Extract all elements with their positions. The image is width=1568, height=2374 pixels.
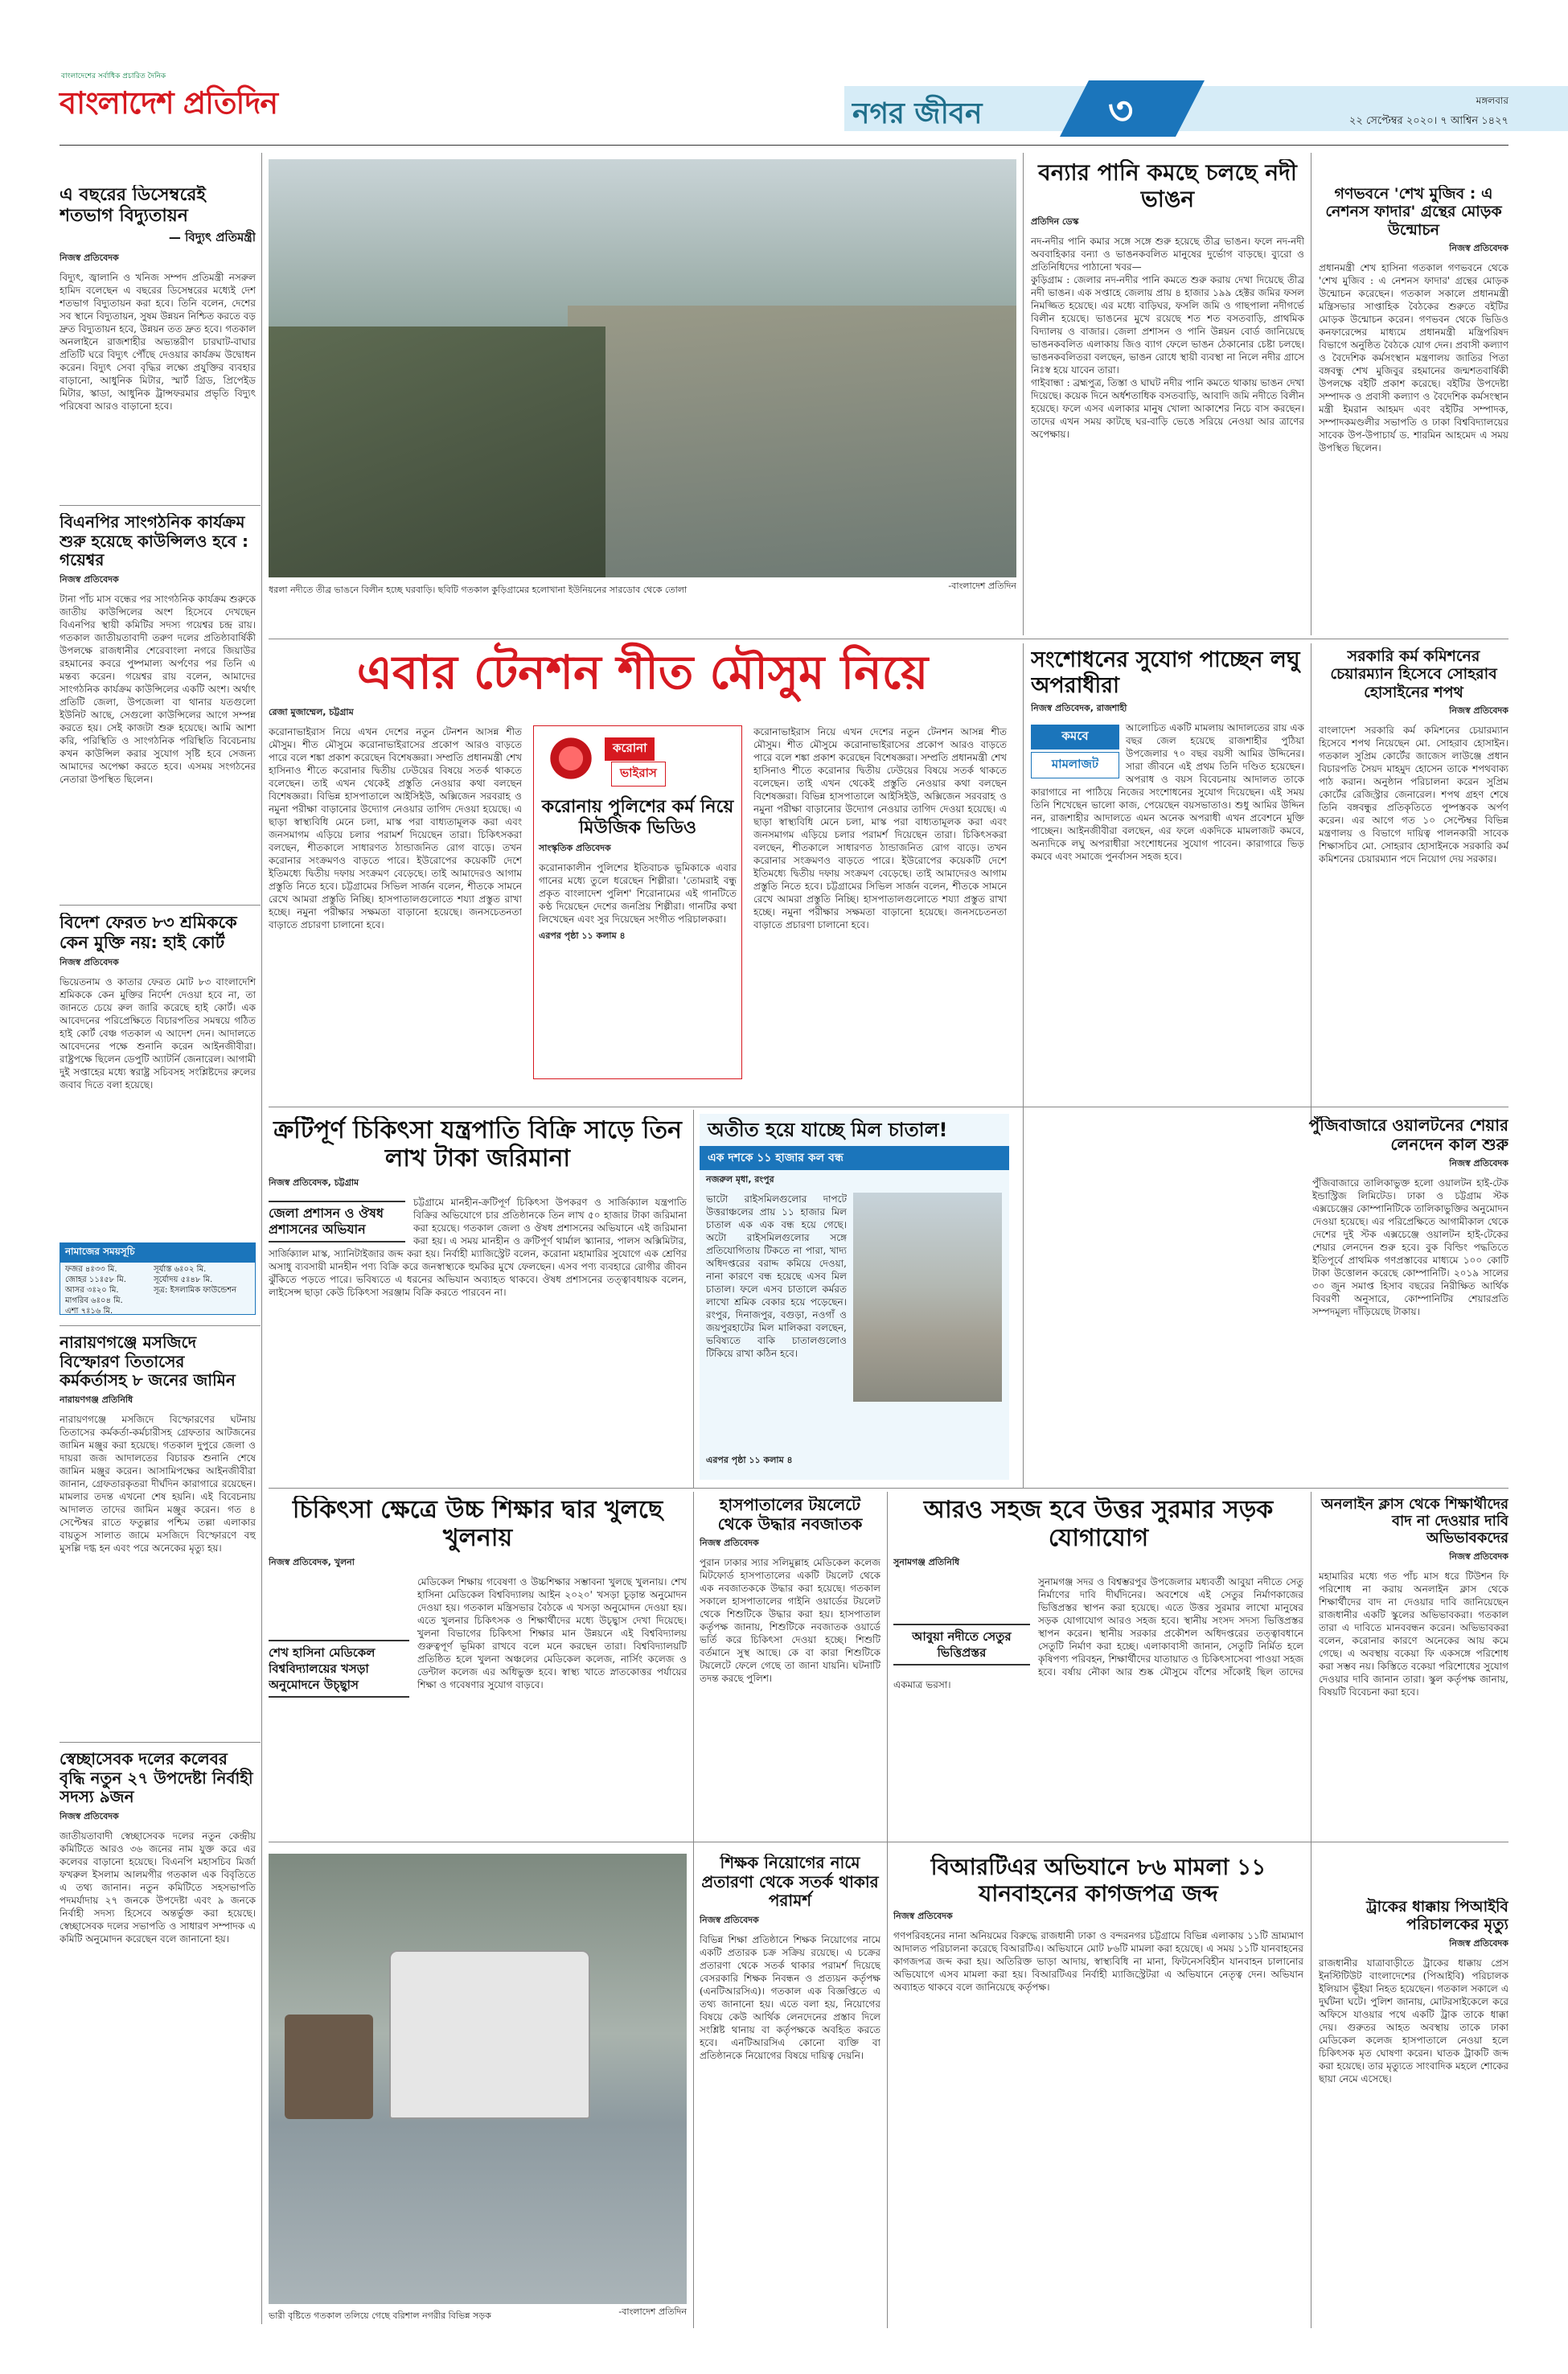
article-body: প্রধানমন্ত্রী শেখ হাসিনা গতকাল গণভবনে থেকে 'শেখ মুজিব : এ নেশনস ফাদার' গ্রন্থের মোড়ক উন্মোচন করেছেন। গতকাল সকালে প্রধানমন্ত্রী মন্ত্রিসভার সাপ্তাহিক বৈঠকের শুরুতে বইটির মোড়ক উন্মোচন করেন। গণভবন থেকে ভিডিও কনফারেন্সের মাধ্যমে প্রধানমন্ত্রী মন্ত্রিপরিষদ বিভাগে অনুষ্ঠিত বৈঠকে যোগ দেন। প্রবাসী কল্যাণ ও বৈদেশিক কর্মসংস্থান মন্ত্রণালয় জাতির পিতা বঙ্গবন্ধু শেখ মুজিবুর রহমানের জন্মশতবার্ষিকী উপলক্ষে বইটি প্রকাশ করেছে। বইটির উপদেষ্টা সম্পাদক ও প্রবাসী কল্যাণ ও বৈদেশিক কর্মসংস্থান মন্ত্রী ইমরান আহমদ এবং বইটির সম্পাদক, সম্পাদকমণ্ডলীর সভাপতি ও ঢাকা বিশ্ববিদ্যালয়ের সাবেক উপ-উপাচার্য ড. শারমিন আহমেদ এ সময় উপস্থিত ছিলেন। — [1319, 262, 1508, 454]
strapline: এক দশকে ১১ হাজার কল বন্ধ — [700, 1146, 1009, 1170]
byline: নিজস্ব প্রতিবেদক — [700, 1914, 759, 1925]
article-body: টানা পাঁচ মাস বন্ধের পর সাংগঠনিক কার্যক্রম শুরুকে জাতীয় কাউন্সিলের অংশ হিসেবে দেখছেন বিএনপির স্থায়ী কমিটির সদস্য গয়েশ্বর চন্দ্র রায়। গতকাল জাতীয়তাবাদী তরুণ দলের প্রতিষ্ঠাবার্ষিকী উপলক্ষে রাজধানীর শেরেবাংলা নগরে জিয়াউর রহমানের কবরে পুষ্পমাল্য অর্পণের পর তিনি এ মন্তব্য করেন। গয়েশ্বর রায় বলেন, আমাদের সাংগঠনিক কার্যক্রম কাউন্সিলের একটি অংশ। অর্থাৎ প্রতিটি জেলা, উপজেলা বা থানার যতগুলো ইউনিট আছে, সেগুলো কাউন্সিলের আগে সম্পন্ন করতে হয়। সেই কাজটা শুরু হয়েছে। আমি আশা করি, পরিস্থিতি ও সাংগঠনিক পরিস্থিতি বিবেচনায় কখন কাউন্সিল করার সুযোগ সৃষ্টি হবে সেজন্য আমাদের অপেক্ষা করতে হবে। এসময় সংগঠনের নেতারা উপস্থিত ছিলেন। — [60, 593, 256, 785]
byline: নিজস্ব প্রতিবেদক — [700, 1538, 759, 1549]
article-pcs-chair — [1319, 647, 1508, 1098]
subhead: আবুয়া নদীতে সেতুর ভিত্তিপ্রস্তর — [893, 1624, 1030, 1665]
byline: নিজস্ব প্রতিবেদক, চট্টগ্রাম — [269, 1177, 359, 1188]
jeep-shape — [389, 1950, 590, 2119]
headline[interactable]: শিক্ষক নিয়োগের নামে প্রতারণা থেকে সতর্ক থাকার পরামর্শ — [701, 1854, 879, 1911]
column-rule — [261, 153, 262, 2324]
byline: নিজস্ব প্রতিবেদক — [60, 252, 119, 263]
article-migrant-workers — [60, 913, 256, 1242]
column-rule — [887, 1846, 888, 2328]
headline[interactable]: গণভবনে 'শেখ মুজিব : এ নেশনস ফাদার' গ্রন্থের মোড়ক উন্মোচন — [1325, 185, 1502, 239]
photo-caption: ভারী বৃষ্টিতে গতকাল তলিয়ে গেছে বরিশাল নগরীর বিভিন্ন সড়ক — [269, 2310, 491, 2321]
headline[interactable]: ট্রাকের ধাক্কায় পিআইবি পরিচালকের মৃত্যু — [1366, 1898, 1508, 1934]
section-name: নগর জীবন — [852, 97, 983, 130]
divider — [60, 1325, 261, 1326]
column-rule — [1023, 643, 1024, 1126]
masthead-tagline: বাংলাদেশের সর্বাধিক প্রচারিত দৈনিক — [61, 72, 166, 80]
headline[interactable]: আরও সহজ হবে উত্তর সুরমার সড়ক যোগাযোগ — [923, 1496, 1274, 1553]
article-pib-director — [1319, 1898, 1508, 2324]
byline: রেজা মুজাম্মেল, চট্টগ্রাম — [269, 707, 354, 717]
article-newborn — [700, 1496, 880, 1834]
newspaper-logo[interactable]: বাংলাদেশ প্রতিদিন — [60, 85, 278, 121]
prayer-row: আসর ৩ঃ২০ মি. — [65, 1286, 119, 1295]
masthead — [0, 0, 1568, 149]
article-body: নদ-নদীর পানি কমার সঙ্গে সঙ্গে শুরু হয়েছে তীব্র ভাঙন। ফলে নদ-নদী অববাহিকার বন্যা ও ভাঙনকবলিত মানুষের দুর্ভোগ বাড়ছে। ব্যুরো ও প্রতিনিধিদের পাঠানো খবর— কুড়িগ্রাম : জেলার নদ-নদীর পানি কমতে শুরু করায় দেখা দিয়েছে তীব্র নদী ভাঙন। এক সপ্তাহে জেলায় প্রায় ৪ হাজার ১৯৯ হেক্টর জমির ফসল নিমজ্জিত হয়েছে। এর মধ্যে বাড়িঘর, ফসলি জমি ও গাছপালা নদীগর্ভে বিলীন হয়েছে। ভাঙনের মুখে রয়েছে শত শত বসতবাড়ি, প্রাথমিক বিদ্যালয় ও বাজার। জেলা প্রশাসন ও পানি উন্নয়ন বোর্ড জানিয়েছে ভাঙনকবলিত এলাকায় জিও ব্যাগ ফেলে ভাঙন ঠেকানোর চেষ্টা চলছে। ভাঙনকবলিতরা বলছেন, ভাঙন রোধে স্থায়ী ব্যবস্থা না নিলে নদীর গ্রাসে নিঃস্ব হয়ে যাবেন তারা। গাইবান্ধা : ব্রহ্মপুত্র, তিস্তা ও ঘাঘট নদীর পানি কমতে থাকায় ভাঙন দেখা দিয়েছে। কয়েক দিনে অর্ধশতাধিক বসতবাড়ি, আবাদি জমি নদীতে বিলীন হয়েছে। ফলে এসব এলাকার মানুষ খোলা আকাশের নিচে বাস করছেন। তাদের এখন সময় কাটছে ঘর-বাড়ি ভেঙে সরিয়ে নেওয়া আর ত্রাণের অপেক্ষায়। — [1031, 236, 1304, 441]
article-teacher-fraud — [700, 1854, 880, 2324]
prayer-times-box — [60, 1242, 256, 1315]
photo-rice-mill[interactable] — [853, 1193, 1002, 1402]
article-body: মহামারির মধ্যে গত পাঁচ মাস ধরে টিউশন ফি পরিশোধ না করায় অনলাইন ক্লাস থেকে শিক্ষার্থীদের বাদ না দেওয়ার দাবি জানিয়েছেন রাজধানীর একটি স্কুলের অভিভাবকরা। গতকাল তারা এ দাবিতে মানববন্ধন করেন। অভিভাবকরা বলেন, করোনার কারণে অনেকের আয় কমে গেছে। এ অবস্থায় বকেয়া ফি একসঙ্গে পরিশোধ করা সম্ভব নয়। কিস্তিতে বকেয়া পরিশোধের সুযোগ দেওয়ার দাবি জানান তারা। স্কুল কর্তৃপক্ষ জানায়, বিষয়টি বিবেচনা করা হবে। — [1319, 1570, 1508, 1698]
prayer-row: ফজর ৪ঃ৩৩ মি. — [65, 1265, 117, 1274]
virus-icon — [547, 734, 595, 782]
article-body: চট্টগ্রামে মানহীন-ক্রটিপূর্ণ চিকিৎসা উপকরণ ও সার্জিক্যাল যন্ত্রপাতি বিক্রির অভিযোগে চার প্রতিষ্ঠানকে তিন লাখ ৫০ হাজার টাকা জরিমানা করা হয়েছে। গতকাল জেলা ও ঔষধ প্রশাসনের অভিযানে এই জরিমানা করা হয়। এ সময় মানহীন ও ক্রটিপূর্ণ থার্মাল স্ক্যানার, পালস অক্সিমিটার, সার্জিক্যাল মাস্ক, স্যানিটাইজার জব্দ করা হয়। নির্বাহী ম্যাজিস্ট্রেট বলেন, করোনা মহামারির সুযোগে এক শ্রেণির অসাধু ব্যবসায়ী মানহীন পণ্য বিক্রি করে জনস্বাস্থ্যকে হুমকির মুখে ফেলছেন। এসব পণ্য ব্যবহারে রোগীর জীবন ঝুঁকিতে পড়তে পারে। ভবিষ্যতে এ ধরনের অভিযান অব্যাহত থাকবে। ঔষধ প্রশাসনের তত্ত্বাবধায়ক বলেন, লাইসেন্স ছাড়া কেউ চিকিৎসা সরঞ্জাম বিক্রি করতে পারবেন না। — [269, 1196, 687, 1298]
column-rule — [693, 1846, 694, 2328]
headline[interactable]: চিকিৎসা ক্ষেত্রে উচ্চ শিক্ষার দ্বার খুলছে খুলনায় — [292, 1496, 663, 1553]
article-body: বিভিন্ন শিক্ষা প্রতিষ্ঠানে শিক্ষক নিয়োগের নামে একটি প্রতারক চক্র সক্রিয় রয়েছে। এ চক্রের প্রতারণা থেকে সতর্ক থাকার পরামর্শ দিয়েছে বেসরকারি শিক্ষক নিবন্ধন ও প্রত্যয়ন কর্তৃপক্ষ (এনটিআরসিএ)। গতকাল এক বিজ্ঞপ্তিতে এ তথ্য জানানো হয়। এতে বলা হয়, নিয়োগের বিষয়ে কেউ আর্থিক লেনদেনের প্রস্তাব দিলে সংশ্লিষ্ট থানায় বা কর্তৃপক্ষকে অবহিত করতে হবে। এনটিআরসিএ কোনো ব্যক্তি বা প্রতিষ্ঠানকে নিয়োগের বিষয়ে দায়িত্ব দেয়নি। — [700, 1933, 880, 2061]
divider — [60, 1742, 261, 1743]
article-body: সুনামগঞ্জ সদর ও বিশ্বম্ভরপুর উপজেলার মধ্যবর্তী আবুয়া নদীতে সেতু নির্মাণের দাবি দীর্ঘদিনের। অবশেষে এই সেতুর নির্মাণকাজের ভিত্তিপ্রস্তর স্থাপন করা হয়েছে। এতে উত্তর সুরমার লাখো মানুষের সড়ক যোগাযোগ আরও সহজ হবে। স্থানীয় সংসদ সদস্য ভিত্তিপ্রস্তর স্থাপন করেন। স্থানীয় সরকার প্রকৌশল অধিদপ্তরের তত্ত্বাবধানে সেতুটি নির্মাণ করা হচ্ছে। এলাকাবাসী জানান, সেতুটি নির্মিত হলে কৃষিপণ্য পরিবহন, শিক্ষার্থীদের যাতায়াত ও চিকিৎসাসেবা পাওয়া সহজ হবে। বর্ষায় নৌকা আর শুষ্ক মৌসুমে বাঁশের সাঁকোই ছিল তাদের একমাত্র ভরসা। — [893, 1575, 1303, 1690]
photo-river-erosion[interactable] — [269, 159, 1016, 577]
byline: প্রতিদিন ডেস্ক — [1031, 216, 1079, 228]
headline[interactable]: পুঁজিবাজারে ওয়ালটনের শেয়ার লেনদেন কাল শুরু — [1308, 1116, 1508, 1154]
article-surma-bridge — [893, 1496, 1303, 1834]
byline: নিজস্ব প্রতিবেদক — [1449, 705, 1508, 717]
headline[interactable]: এ বছরের ডিসেম্বরেই শতভাগ বিদ্যুতায়ন — [60, 185, 206, 226]
article-medical-university — [269, 1496, 687, 1834]
divider — [60, 905, 261, 906]
column-rule — [693, 1492, 694, 1846]
article-body: পুরান ঢাকার স্যার সলিমুল্লাহ মেডিকেল কলেজ মিটফোর্ড হাসপাতালের একটি টয়লেট থেকে এক নবজাতককে উদ্ধার করা হয়েছে। গতকাল সকালে হাসপাতালের গাইনি ওয়ার্ডের টয়লেট থেকে শিশুটিকে উদ্ধার করা হয়। হাসপাতাল কর্তৃপক্ষ জানায়, শিশুটিকে নবজাতক ওয়ার্ডে ভর্তি করে চিকিৎসা দেওয়া হচ্ছে। শিশুটি বর্তমানে সুস্থ আছে। কে বা কারা শিশুটিকে টয়লেটে ফেলে গেছে তা জানা যায়নি। ঘটনাটি তদন্ত করছে পুলিশ। — [700, 1557, 880, 1685]
article-body: রাজধানীর যাত্রাবাড়ীতে ট্রাকের ধাক্কায় প্রেস ইনস্টিটিউট বাংলাদেশের (পিআইবি) পরিচালক ইলিয়াস ভূঁইয়া নিহত হয়েছেন। গতকাল সকালে এ দুর্ঘটনা ঘটে। পুলিশ জানায়, মোটরসাইকেলে করে অফিসে যাওয়ার পথে একটি ট্রাক তাকে ধাক্কা দেয়। গুরুতর আহত অবস্থায় তাকে ঢাকা মেডিকেল কলেজ হাসপাতালে নেওয়া হলে চিকিৎসক মৃত ঘোষণা করেন। ঘাতক ট্রাকটি জব্দ করা হয়েছে। তার মৃত্যুতে সাংবাদিক মহলে শোকের ছায়া নেমে এসেছে। — [1319, 1957, 1508, 2084]
article-body: গণপরিবহনের নানা অনিয়মের বিরুদ্ধে রাজধানী ঢাকা ও বন্দরনগর চট্টগ্রামে বিভিন্ন এলাকায় ১১টি ভ্রাম্যমাণ আদালত পরিচালনা করেছে বিআরটিএ। অভিযানে মোট ৮৬টি মামলা করা হয়েছে। এ সময় ১১টি যানবাহনের কাগজপত্র জব্দ করা হয়। অতিরিক্ত ভাড়া আদায়, স্বাস্থ্যবিধি না মানা, ফিটনেসবিহীন যানবাহন চালানোর অভিযোগে এসব মামলা করা হয়। বিআরটিএর নির্বাহী ম্যাজিস্ট্রেটরা এ অভিযানে নেতৃত্ব দেন। অভিযান অব্যাহত থাকবে বলে জানিয়েছে কর্তৃপক্ষ। — [893, 1930, 1303, 1994]
article-mosque-blast — [60, 1333, 256, 1735]
tag-corona: করোনা — [605, 737, 655, 761]
prayer-times-title: নামাজের সময়সূচি — [60, 1243, 255, 1263]
byline: নিজস্ব প্রতিবেদক, রাজশাহী — [1031, 702, 1127, 713]
photo-caption: ধরলা নদীতে তীব্র ভাঙনে বিলীন হচ্ছে ঘরবাড়ি। ছবিটি গতকাল কুড়িগ্রামের হলোখানা ইউনিয়নের সারডোব থেকে তোলা — [269, 585, 688, 595]
column-rule — [1023, 153, 1024, 635]
byline: সুনামগঞ্জ প্রতিনিধি — [893, 1556, 960, 1567]
headline[interactable]: অতীত হয়ে যাচ্ছে মিল চাতাল! — [708, 1119, 948, 1141]
headline[interactable]: হাসপাতালের টয়লেটে থেকে উদ্ধার নবজাতক — [717, 1496, 863, 1534]
headline[interactable]: ক্রটিপূর্ণ চিকিৎসা যন্ত্রপাতি বিক্রি সাড়ে তিন লাখ টাকা জরিমানা — [273, 1116, 682, 1173]
headline[interactable]: সংশোধনের সুযোগ পাচ্ছেন লঘু অপরাধীরা — [1031, 647, 1300, 698]
column-rule — [1023, 1110, 1024, 1488]
byline: নিজস্ব প্রতিবেদক — [60, 956, 119, 967]
issue-date: ২২ সেপ্টেম্বর ২০২০। ৭ আশ্বিন ১৪২৭ — [1348, 115, 1508, 127]
article-book-launch — [1319, 185, 1508, 635]
article-body: ভিয়েতনাম ও কাতার ফেরত মোট ৮৩ বাংলাদেশি শ্রমিককে কেন মুক্তির নির্দেশ দেওয়া হবে না, তা জানতে চেয়ে রুল জারি করেছে হাই কোর্ট। এক আবেদনের পরিপ্রেক্ষিতে বিচারপতির সমন্বয়ে গঠিত হাই কোর্ট বেঞ্চ গতকাল এ আদেশ দেন। আদালতে আবেদনের পক্ষে শুনানি করেন আইনজীবীরা। রাষ্ট্রপক্ষে ছিলেন ডেপুটি অ্যাটর্নি জেনারেল। আগামী দুই সপ্তাহের মধ্যে স্বরাষ্ট্র সচিবসহ সংশ্লিষ্টদের রুলের জবাব দিতে বলা হয়েছে। — [60, 975, 256, 1090]
weekday: মঙ্গলবার — [1476, 95, 1508, 106]
box-headline[interactable]: করোনায় পুলিশের কর্ম নিয়ে মিউজিক ভিডিও — [541, 797, 734, 838]
prayer-row: এশা ৭ঃ১৬ মি. — [65, 1307, 113, 1315]
byline: নিজস্ব প্রতিবেদক — [893, 1911, 953, 1922]
article-brta — [893, 1854, 1303, 2324]
headline[interactable]: নারায়ণগঞ্জে মসজিদে বিস্ফোরণ তিতাসের কর্মকর্তাসহ ৮ জনের জামিন — [60, 1333, 236, 1390]
byline: নিজস্ব প্রতিবেদক — [1449, 1937, 1508, 1949]
page-number: ৩ — [1108, 88, 1134, 133]
continuation: এরপর পৃষ্ঠা ১১ কলাম ৪ — [706, 1455, 793, 1466]
byline: নিজস্ব প্রতিবেদক, খুলনা — [269, 1556, 355, 1567]
headline[interactable]: বিদেশ ফেরত ৮৩ শ্রমিককে কেন মুক্তি নয়: হাই কোর্ট — [60, 913, 237, 952]
article-volunteer-party — [60, 1750, 256, 2305]
masthead-rule — [60, 145, 1508, 146]
photo2-caption-row — [269, 2306, 687, 2323]
article-flood — [1031, 159, 1304, 634]
covid-box — [533, 725, 742, 1079]
headline[interactable]: সরকারি কর্ম কমিশনের চেয়ারম্যান হিসেবে সোহরাব হোসাইনের শপথ — [1330, 647, 1497, 701]
article-faulty-equipment — [269, 1116, 687, 1478]
continuation: এরপর পৃষ্ঠা ১১ কলাম ৪ — [539, 930, 626, 941]
article-rice-mills — [700, 1114, 1009, 1480]
article-body: বিদ্যুৎ, জ্বালানি ও খনিজ সম্পদ প্রতিমন্ত্রী নসরুল হামিদ বলেছেন এ বছরের ডিসেম্বরের মধ্যেই দেশ শতভাগ বিদ্যুতায়ন করা হবে। তিনি বলেন, দেশের সব স্থানে বিদ্যুতায়ন, সুষম উন্নয়ন নিশ্চিত করতে বড় দ্রুত বিদ্যুতায়ন হবে, উন্নয়ন তত দ্রুত হবে। গতকাল অনলাইনে রাজশাহীর অভ্যন্তরীণ চারঘাট-বাঘার প্রতিটি ঘরে বিদ্যুৎ পৌঁছে দেওয়ার কার্যক্রম উদ্বোধন করেন। বিদ্যুৎ সেবা বৃদ্ধির লক্ষ্যে প্রযুক্তির ব্যবহার বাড়ানো, আধুনিক মিটার, স্মার্ট গ্রিড, প্রিপেইড মিটার, স্কাডা, আধুনিক ট্রান্সফরমার প্রভৃতি বিদ্যুৎ পরিষেবা আরও বাড়ানো হবে। — [60, 271, 256, 412]
headline[interactable]: অনলাইন ক্লাস থেকে শিক্ষার্থীদের বাদ না দেওয়ার দাবি অভিভাবকদের — [1321, 1496, 1508, 1547]
article-body: পুঁজিবাজারে তালিকাভুক্ত হলো ওয়ালটন হাই-টেক ইন্ডাস্ট্রিজ লিমিটেড। ঢাকা ও চট্টগ্রাম স্টক এক্সচেঞ্জের কোম্পানিটিকে তালিকাভুক্তির অনুমোদন দেওয়া হয়েছে। এর পরিপ্রেক্ষিতে আগামীকাল থেকে দেশের দুই স্টক এক্সচেঞ্জে ওয়ালটন হাই-টেকের শেয়ার লেনদেন শুরু হবে। বুক বিল্ডিং পদ্ধতিতে ইতিপূর্বে প্রাথমিক গণপ্রস্তাবের মাধ্যমে ১০০ কোটি টাকা উত্তোলন করেছে কোম্পানিটি। ২০১৯ সালের ৩০ জুন সমাপ্ত হিসাব বছরের নিরীক্ষিত আর্থিক বিবরণী অনুসারে, কোম্পানিটির শেয়ারপ্রতি সম্পদমূল্য দাঁড়িয়েছে টাকায়। — [1312, 1177, 1508, 1318]
article-online-class — [1319, 1496, 1508, 1834]
headline-sub: — বিদ্যুৎ প্রতিমন্ত্রী — [168, 229, 256, 244]
divider — [60, 505, 261, 506]
subhead: শেখ হাসিনা মেডিকেল বিশ্ববিদ্যালয়ের খসড়া অনুমোদনে উচ্ছ্বাস — [269, 1640, 409, 1698]
article-body: ভাটো রাইসমিলগুলোর দাপটে উত্তরাঞ্চলের প্রায় ১১ হাজার মিল চাতাল এক এক বন্ধ হয়ে গেছে। অটো রাইসমিলগুলোর সঙ্গে প্রতিযোগিতায় টিকতে না পারা, খাদ্য অধিদপ্তরের বরাদ্দ কমিয়ে দেওয়া, নানা কারণে বন্ধ হয়েছে এসব মিল চাতাল। ফলে এসব চাতালে কর্মরত লাখো শ্রমিক বেকার হয়ে পড়েছেন। রংপুর, দিনাজপুর, বগুড়া, নওগাঁ ও জয়পুরহাটের মিল মালিকরা বলছেন, ভবিষ্যতে বাকি চাতালগুলোও টিকিয়ে রাখা কঠিন হবে। — [706, 1193, 847, 1360]
photo-caption-row — [269, 581, 1016, 597]
box-body: করোনাকালীন পুলিশের ইতিবাচক ভূমিকাকে এবার গানের মধ্যে তুলে ধরেছেন শিল্পীরা। 'তোমরাই বন্ধু প্রকৃত বাংলাদেশ পুলিশ' শিরোনামের এই গানটিতে কণ্ঠ দিয়েছেন দেশের জনপ্রিয় শিল্পীরা। গানটির কথা লিখেছেন এবং সুর দিয়েছেন সংগীত পরিচালকরা। — [539, 861, 737, 925]
column-rule — [693, 1110, 694, 1488]
prayer-row: জোহর ১১ঃ৫৮ মি. — [65, 1275, 126, 1284]
article-bnp — [60, 513, 256, 899]
photo-waterlogged-road[interactable] — [269, 1854, 687, 2304]
article-walton — [1031, 1116, 1508, 1480]
photo-credit: -বাংলাদেশ প্রতিদিন — [948, 581, 1016, 591]
byline: নিজস্ব প্রতিবেদক — [1449, 1550, 1508, 1562]
subhead: জেলা প্রশাসন ও ঔষধ প্রশাসনের অভিযান — [269, 1201, 405, 1242]
divider — [269, 1488, 1508, 1489]
prayer-row: সূর্যাস্ত ৬ঃ০২ মি. — [154, 1265, 207, 1274]
lead-story — [269, 642, 1016, 1100]
headline[interactable]: বিআরটিএর অভিযানে ৮৬ মামলা ১১ যানবাহনের কাগজপত্র জব্দ — [930, 1854, 1266, 1908]
tag-virus: ভাইরাস — [611, 762, 666, 787]
article-body: বাংলাদেশ সরকারি কর্ম কমিশনের চেয়ারম্যান হিসেবে শপথ নিয়েছেন মো. সোহরাব হোসাইন। গতকাল সুপ্রিম কোর্টের জাজেস লাউঞ্জে প্রধান বিচারপতি সৈয়দ মাহমুদ হোসেন তাকে শপথবাক্য পাঠ করান। অনুষ্ঠান পরিচালনা করেন সুপ্রিম কোর্টের রেজিস্ট্রার জেনারেল। শপথ গ্রহণ শেষে তিনি বঙ্গবন্ধুর প্রতিকৃতিতে পুষ্পস্তবক অর্পণ করেন। এর আগে গত ১০ সেপ্টেম্বর বিভিন্ন মন্ত্রণালয় ও বিভাগে দায়িত্ব পালনকারী সাবেক শিক্ষাসচিব মো. সোহরাব হোসাইনকে সরকারি কর্ম কমিশনের চেয়ারম্যান পদে নিয়োগ দেয় সরকার। — [1319, 725, 1508, 865]
byline: নিজস্ব প্রতিবেদক — [1449, 243, 1508, 254]
article-body: আলোচিত একটি মামলায় আদালতের রায় এক বছর জেল হয়েছে রাজশাহীর পুঠিয়া উপজেলার ৭০ বছর বয়সী আমির উদ্দিনের। সারা জীবনে এই প্রথম তিনি দণ্ডিত হয়েছেন। অপরাধ ও বয়স বিবেচনায় আদালত তাকে কারাগারে না পাঠিয়ে নিজের সংশোধনের সুযোগ দিয়েছেন। এই সময় তিনি শিখেছেন ভালো কাজ, পেয়েছেন বয়সভাতাও। শুধু আমির উদ্দিন নন, রাজশাহীর আদালতে এমন অনেক অপরাধী এখন প্রবেশনে মুক্তি পাচ্ছেন। আইনজীবীরা বলছেন, এর ফলে একদিকে মামলাজট কমবে, অন্যদিকে লঘু অপরাধীরা সংশোধনের সুযোগ পাবেন। কারাগারে ভিড় কমবে এবং সমাজে পুনর্বাসন সহজ হবে। — [1031, 721, 1304, 862]
headline[interactable]: স্বেচ্ছাসেবক দলের কলেবর বৃদ্ধি নতুন ২৭ উপদেষ্টা নির্বাহী সদস্য ৯জন — [60, 1750, 253, 1807]
article-body: মেডিকেল শিক্ষায় গবেষণা ও উচ্চশিক্ষার সম্ভাবনা খুলছে খুলনায়। শেখ হাসিনা মেডিকেল বিশ্ববিদ্যালয় আইন ২০২০' খসড়া চূড়ান্ত অনুমোদন দেওয়া হয়। গতকাল মন্ত্রিসভার বৈঠকে এ খসড়া অনুমোদন দেওয়া হয়। এতে খুলনার চিকিৎসক ও শিক্ষার্থীদের মধ্যে উচ্ছ্বাস দেখা দিয়েছে। খুলনা বিভাগের চিকিৎসা শিক্ষার মান উন্নয়নে এই বিশ্ববিদ্যালয় গুরুত্বপূর্ণ ভূমিকা রাখবে বলে মনে করছেন তারা। বিশ্ববিদ্যালয়টি প্রতিষ্ঠিত হলে খুলনা অঞ্চলের মেডিকেল কলেজ, নার্সিং কলেজ ও ডেন্টাল কলেজ এর অধিভুক্ত হবে। স্বাস্থ্য খাতে স্নাতকোত্তর পর্যায়ের শিক্ষা ও গবেষণার সুযোগ বাড়বে। — [417, 1575, 687, 1690]
byline: নিজস্ব প্রতিবেদক — [60, 573, 119, 585]
byline: নারায়ণগঞ্জ প্রতিনিধি — [60, 1394, 133, 1405]
prayer-row: মাগরিব ৬ঃ০৪ মি. — [65, 1296, 123, 1305]
rickshaw-shape — [285, 2015, 373, 2119]
column-rule — [887, 1492, 888, 1846]
lead-body-right: করোনাভাইরাস নিয়ে এখন দেশের নতুন টেনশন আসন্ন শীত মৌসুম। শীত মৌসুমে করোনাভাইরাসের প্রকোপ আরও বাড়তে পারে বলে শঙ্কা প্রকাশ করেছেন বিশেষজ্ঞরা। সম্প্রতি প্রধানমন্ত্রী শেখ হাসিনাও শীতে করোনার দ্বিতীয় ঢেউয়ের বিষয়ে সতর্ক থাকতে বলেছেন। তাই এখন থেকেই প্রস্তুতি নেওয়ার কথা বলছেন বিশেষজ্ঞরা। বিভিন্ন হাসপাতালে আইসিইউ, অক্সিজেন সরবরাহ ও নমুনা পরীক্ষা বাড়ানোর উদ্যোগ নেওয়ার তাগিদ দেওয়া হয়েছে। এ ছাড়া স্বাস্থ্যবিধি মেনে চলা, মাস্ক পরা বাধ্যতামূলক করা এবং জনসমাগম এড়িয়ে চলার পরামর্শ দিয়েছেন তারা। চিকিৎসকরা বলছেন, শীতকালে সাধারণত ঠান্ডাজনিত রোগ বাড়ে। তখন করোনার সংক্রমণও বাড়তে পারে। ইউরোপের কয়েকটি দেশে ইতিমধ্যে দ্বিতীয় দফায় সংক্রমণ বেড়েছে। তাই আমাদেরও আগাম প্রস্তুতি নিতে হবে। চট্টগ্রামের সিভিল সার্জন বলেন, শীতকে সামনে রেখে আমরা প্রস্তুতি নিচ্ছি। হাসপাতালগুলোতে শয্যা প্রস্তুত রাখা হচ্ছে। নমুনা পরীক্ষার সক্ষমতা বাড়ানো হয়েছে। জনসচেতনতা বাড়াতে প্রচারণা চালানো হবে। — [753, 726, 1007, 930]
tag-reduce: কমবে — [1031, 725, 1119, 750]
photo-credit: -বাংলাদেশ প্রতিদিন — [618, 2306, 687, 2317]
article-body: জাতীয়তাবাদী স্বেচ্ছাসেবক দলের নতুন কেন্দ্রীয় কমিটিতে আরও ৩৬ জনের নাম যুক্ত করে এর কলেবর বাড়ানো হয়েছে। বিএনপি মহাসচিব মির্জা ফখরুল ইসলাম আলমগীর গতকাল এক বিবৃতিতে এ তথ্য জানান। নতুন কমিটিতে সহসভাপতি পদমর্যাদায় ২৭ জনকে উপদেষ্টা এবং ৯ জনকে নির্বাহী সদস্য হিসেবে অন্তর্ভুক্ত করা হয়েছে। স্বেচ্ছাসেবক দলের সভাপতি ও সাধারণ সম্পাদক এ কমিটি অনুমোদন করেছেন বলে জানানো হয়। — [60, 1830, 256, 1945]
tag-case-backlog: মামলাজট — [1031, 752, 1119, 778]
article-probation — [1031, 647, 1304, 1098]
byline: নজরুল মৃধা, রংপুর — [706, 1174, 774, 1185]
byline: সাংস্কৃতিক প্রতিবেদক — [539, 842, 611, 853]
article-body: নারায়ণগঞ্জে মসজিদে বিস্ফোরণের ঘটনায় তিতাসের কর্মকর্তা-কর্মচারীসহ গ্রেফতার আটজনের জামিন মঞ্জুর করা হয়েছে। গতকাল দুপুরে জেলা ও দায়রা জজ আদালতের বিচারক শুনানি শেষে জামিন মঞ্জুর করেন। আসামিপক্ষের আইনজীবীরা জানান, গ্রেফতারকৃতরা দীর্ঘদিন কারাগারে রয়েছেন। মামলার তদন্ত এখনো শেষ হয়নি। এই বিবেচনায় আদালত তাদের জামিন মঞ্জুর করেন। গত ৪ সেপ্টেম্বর রাতে ফতুল্লার পশ্চিম তল্লা এলাকার বায়তুস সালাত জামে মসজিদে বিস্ফোরণে বহু মুসল্লি দগ্ধ হন এবং পরে অনেকের মৃত্যু হয়। — [60, 1413, 256, 1554]
lead-body-left: করোনাভাইরাস নিয়ে এখন দেশের নতুন টেনশন আসন্ন শীত মৌসুম। শীত মৌসুমে করোনাভাইরাসের প্রকোপ আরও বাড়তে পারে বলে শঙ্কা প্রকাশ করেছেন বিশেষজ্ঞরা। সম্প্রতি প্রধানমন্ত্রী শেখ হাসিনাও শীতে করোনার দ্বিতীয় ঢেউয়ের বিষয়ে সতর্ক থাকতে বলেছেন। তাই এখন থেকেই প্রস্তুতি নেওয়ার কথা বলছেন বিশেষজ্ঞরা। বিভিন্ন হাসপাতালে আইসিইউ, অক্সিজেন সরবরাহ ও নমুনা পরীক্ষা বাড়ানোর উদ্যোগ নেওয়ার তাগিদ দেওয়া হয়েছে। এ ছাড়া স্বাস্থ্যবিধি মেনে চলা, মাস্ক পরা বাধ্যতামূলক করা এবং জনসমাগম এড়িয়ে চলার পরামর্শ দিয়েছেন তারা। চিকিৎসকরা বলছেন, শীতকালে সাধারণত ঠান্ডাজনিত রোগ বাড়ে। তখন করোনার সংক্রমণও বাড়তে পারে। ইউরোপের কয়েকটি দেশে ইতিমধ্যে দ্বিতীয় দফায় সংক্রমণ বেড়েছে। তাই আমাদেরও আগাম প্রস্তুতি নিতে হবে। চট্টগ্রামের সিভিল সার্জন বলেন, শীতকে সামনে রেখে আমরা প্রস্তুতি নিচ্ছি। হাসপাতালগুলোতে শয্যা প্রস্তুত রাখা হচ্ছে। নমুনা পরীক্ষার সক্ষমতা বাড়ানো হয়েছে। জনসচেতনতা বাড়াতে প্রচারণা চালানো হবে। — [269, 726, 522, 930]
byline: নিজস্ব প্রতিবেদক — [60, 1810, 119, 1822]
prayer-row: সূর্যোদয় ৫ঃ৪৮ মি. — [154, 1275, 213, 1284]
headline[interactable]: বিএনপির সাংগঠনিক কার্যক্রম শুরু হয়েছে কাউন্সিলও হবে : গয়েশ্বর — [60, 513, 249, 570]
prayer-row: সূত্র: ইসলামিক ফাউন্ডেশন — [154, 1286, 237, 1295]
headline[interactable]: বন্যার পানি কমছে চলছে নদী ভাঙন — [1038, 159, 1297, 213]
article-electrification — [60, 185, 256, 495]
byline: নিজস্ব প্রতিবেদক — [1449, 1158, 1508, 1169]
lead-headline[interactable]: এবার টেনশন শীত মৌসুম নিয়ে — [356, 645, 929, 700]
